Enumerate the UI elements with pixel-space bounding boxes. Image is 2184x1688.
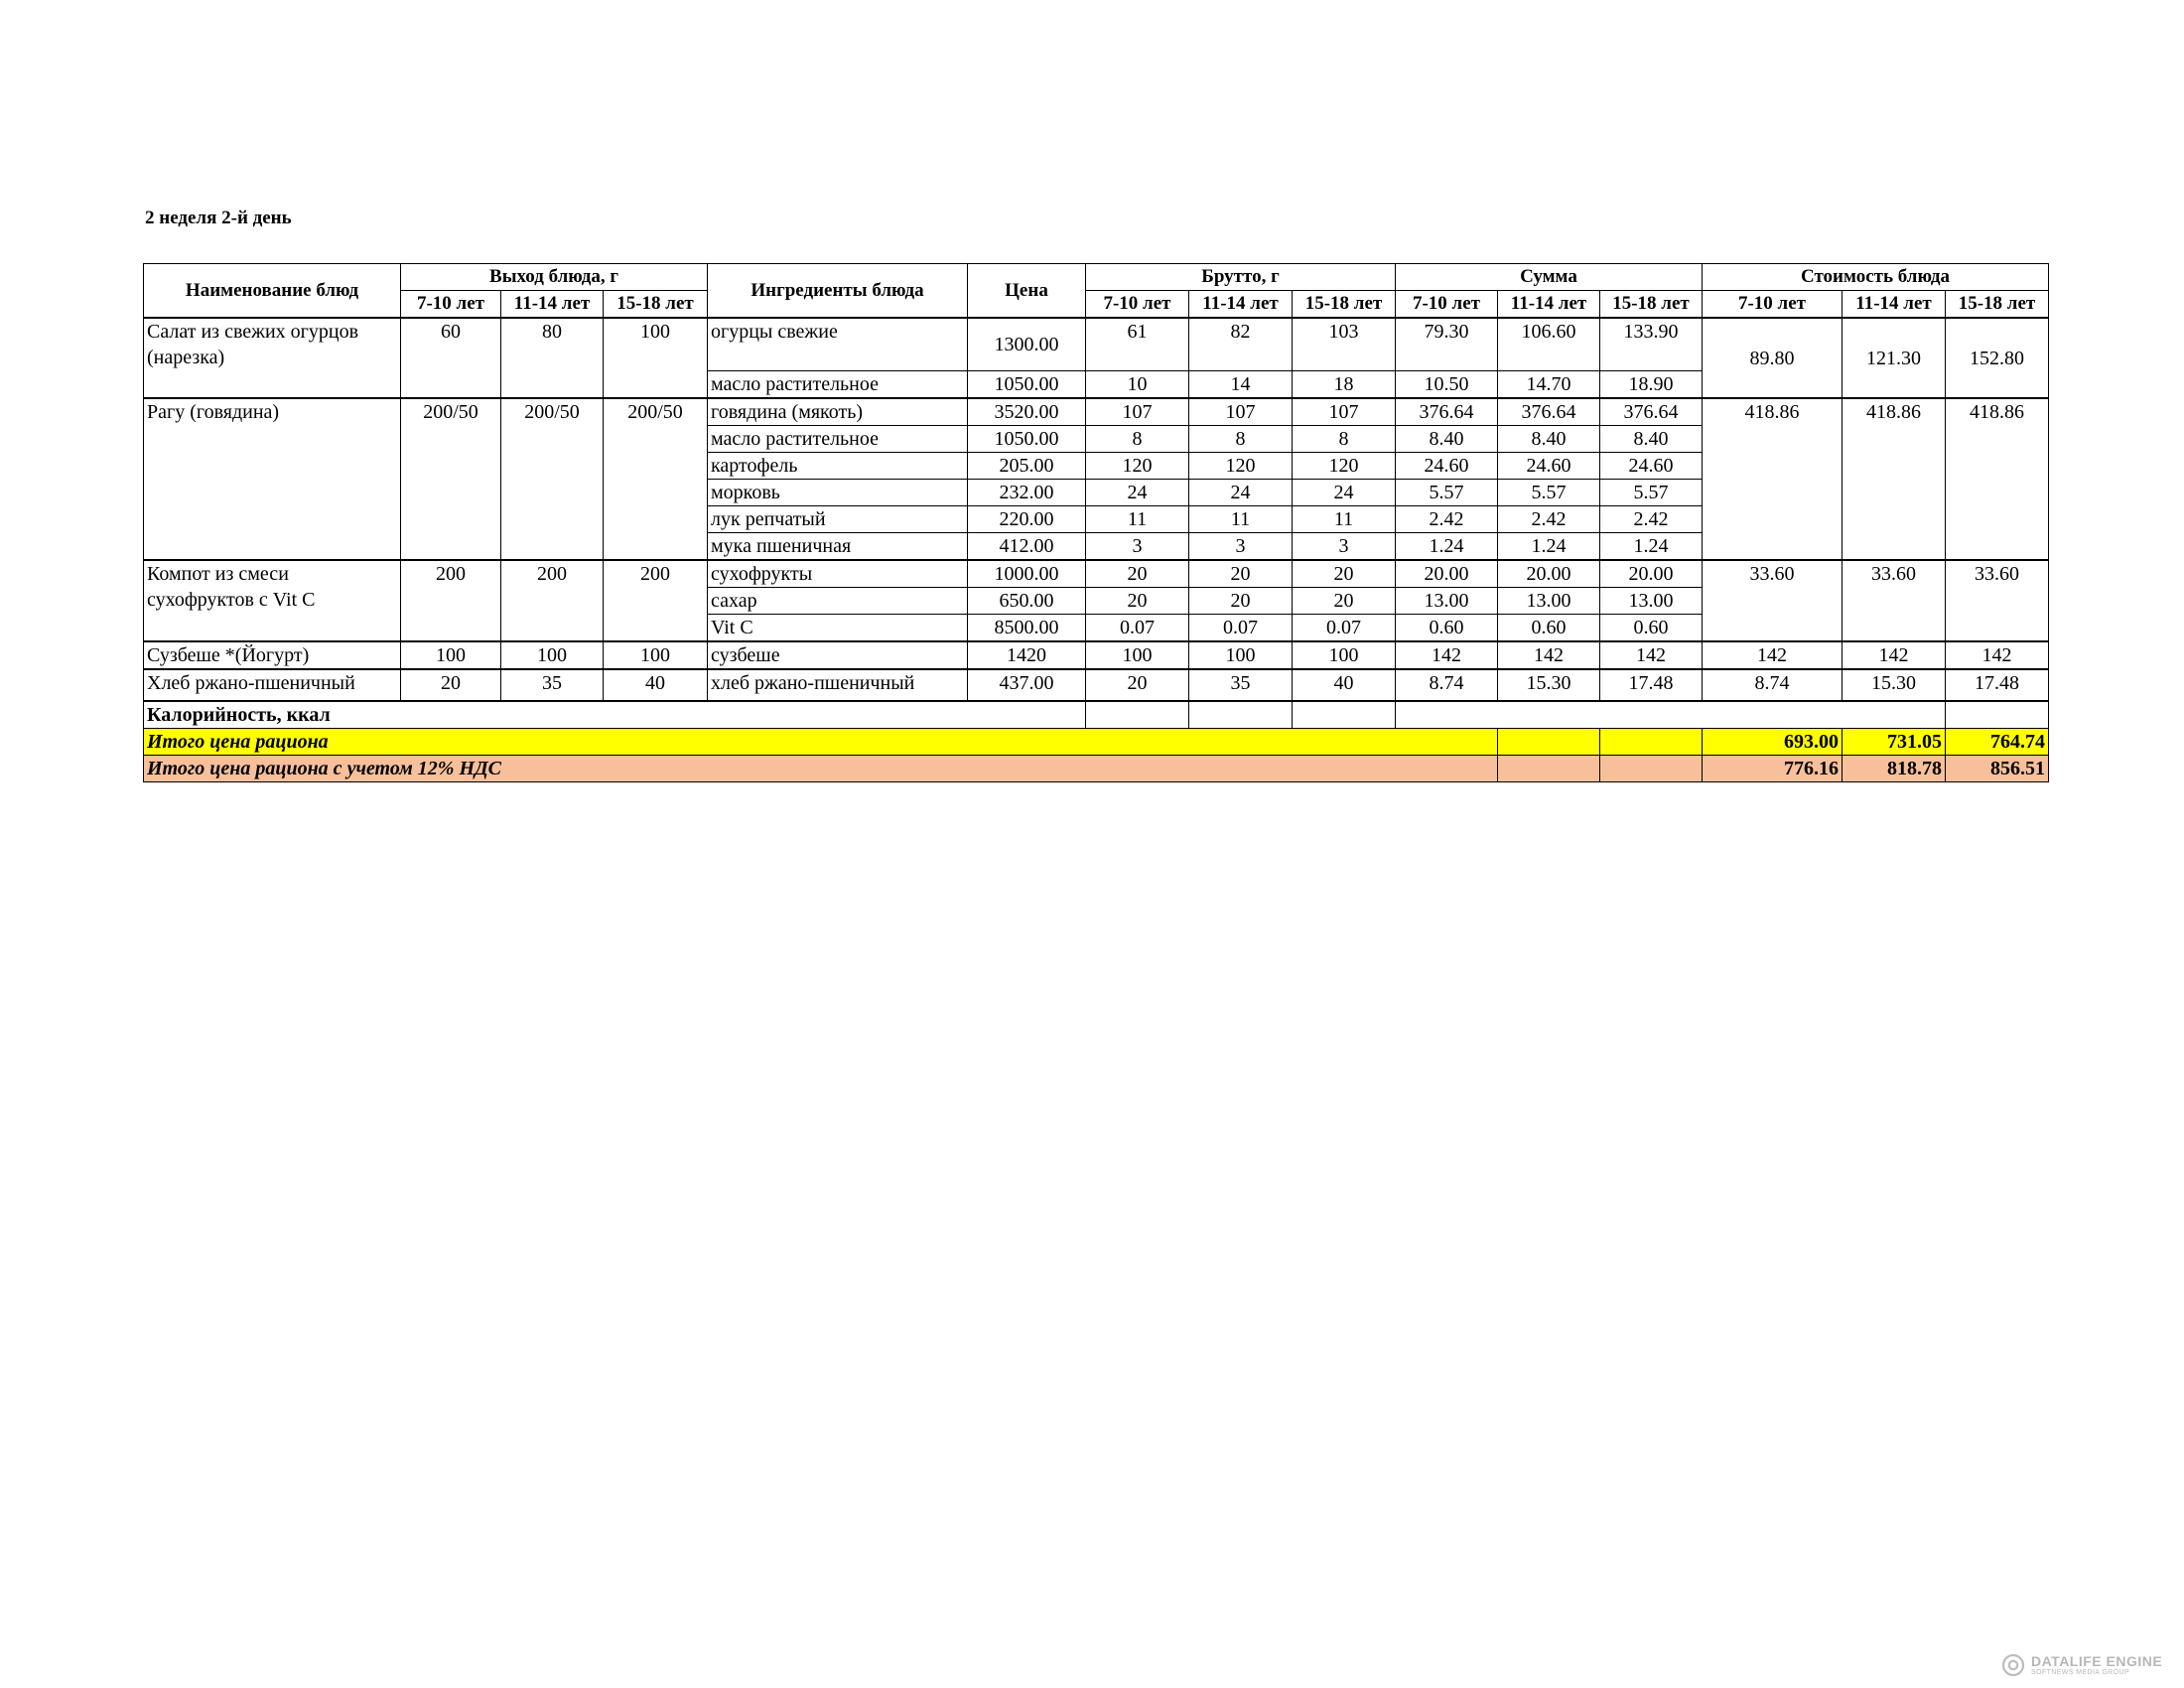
sum-value: 133.90 (1600, 318, 1703, 371)
gross-value: 11 (1086, 506, 1189, 533)
ingredient-name: хлеб ржано-пшеничный (708, 669, 968, 701)
header-age: 15-18 лет (1293, 291, 1396, 319)
total-label: Итого цена рациона (144, 729, 1498, 756)
sum-value: 8.74 (1396, 669, 1498, 701)
gross-value: 3 (1086, 533, 1189, 561)
cost-value: 15.30 (1843, 669, 1946, 701)
sum-value: 8.40 (1498, 426, 1600, 453)
dish-name: Салат из свежих огурцов (нарезка) (144, 318, 401, 398)
gross-value: 100 (1086, 641, 1189, 669)
yield-value: 40 (604, 669, 708, 701)
cost-value: 33.60 (1703, 560, 1843, 641)
cost-value: 418.86 (1703, 398, 1843, 560)
header-age: 7-10 лет (1086, 291, 1189, 319)
sum-value: 13.00 (1498, 588, 1600, 615)
yield-value: 200/50 (401, 398, 501, 560)
gross-value: 14 (1189, 371, 1293, 399)
gross-value: 107 (1086, 398, 1189, 426)
sum-value: 24.60 (1396, 453, 1498, 480)
ingredient-name: масло растительное (708, 426, 968, 453)
gross-value: 20 (1086, 560, 1189, 588)
sum-value: 106.60 (1498, 318, 1600, 371)
ingredient-name: сахар (708, 588, 968, 615)
sum-value: 0.60 (1396, 615, 1498, 642)
sum-value: 13.00 (1600, 588, 1703, 615)
gross-value: 120 (1086, 453, 1189, 480)
ingredient-name: огурцы свежие (708, 318, 968, 371)
sum-value: 15.30 (1498, 669, 1600, 701)
gross-value: 103 (1293, 318, 1396, 371)
vat-total-row (144, 756, 2049, 782)
ingredient-price: 1050.00 (968, 371, 1086, 399)
gross-value: 18 (1293, 371, 1396, 399)
calories-cell (1189, 701, 1293, 729)
ingredient-name: морковь (708, 480, 968, 506)
sum-value: 79.30 (1396, 318, 1498, 371)
ingredient-price: 650.00 (968, 588, 1086, 615)
ingredient-price: 1050.00 (968, 426, 1086, 453)
sum-value: 5.57 (1498, 480, 1600, 506)
gross-value: 10 (1086, 371, 1189, 399)
ingredient-price: 205.00 (968, 453, 1086, 480)
table-row (144, 560, 2049, 588)
header-age: 11-14 лет (1843, 291, 1946, 319)
sum-value: 14.70 (1498, 371, 1600, 399)
ingredient-name: мука пшеничная (708, 533, 968, 561)
calories-label: Калорийность, ккал (144, 701, 1086, 729)
ingredient-price: 220.00 (968, 506, 1086, 533)
sum-value: 142 (1396, 641, 1498, 669)
sum-value: 8.40 (1600, 426, 1703, 453)
datalife-logo-icon (2001, 1653, 2025, 1677)
gross-value: 0.07 (1293, 615, 1396, 642)
sum-value: 20.00 (1396, 560, 1498, 588)
sum-value: 17.48 (1600, 669, 1703, 701)
ingredient-name: говядина (мякоть) (708, 398, 968, 426)
gross-value: 100 (1189, 641, 1293, 669)
vat-total-label: Итого цена рациона с учетом 12% НДС (144, 756, 1498, 782)
cost-value: 142 (1946, 641, 2049, 669)
dish-name: Сузбеше *(Йогурт) (144, 641, 401, 669)
yield-value: 35 (501, 669, 604, 701)
header-age: 7-10 лет (401, 291, 501, 319)
gross-value: 3 (1189, 533, 1293, 561)
ingredient-price: 232.00 (968, 480, 1086, 506)
ingredient-name: сузбеше (708, 641, 968, 669)
header-cost: Стоимость блюда (1703, 264, 2049, 291)
yield-value: 100 (604, 318, 708, 398)
ingredient-price: 437.00 (968, 669, 1086, 701)
yield-value: 100 (501, 641, 604, 669)
ingredient-price: 1300.00 (968, 318, 1086, 371)
sum-value: 142 (1600, 641, 1703, 669)
cost-value: 152.80 (1946, 318, 2049, 398)
dish-name: Компот из смеси сухофруктов с Vit C (144, 560, 401, 641)
gross-value: 82 (1189, 318, 1293, 371)
sum-value: 5.57 (1600, 480, 1703, 506)
gross-value: 8 (1086, 426, 1189, 453)
total-blank (1498, 729, 1600, 756)
dish-name: Рагу (говядина) (144, 398, 401, 560)
gross-value: 0.07 (1086, 615, 1189, 642)
watermark-subtitle: SOFTNEWS MEDIA GROUP (2031, 1668, 2130, 1676)
sum-value: 2.42 (1498, 506, 1600, 533)
cost-value: 142 (1703, 641, 1843, 669)
sum-value: 18.90 (1600, 371, 1703, 399)
gross-value: 107 (1189, 398, 1293, 426)
ingredient-price: 8500.00 (968, 615, 1086, 642)
yield-value: 60 (401, 318, 501, 398)
dish-name: Хлеб ржано-пшеничный (144, 669, 401, 701)
sum-value: 376.64 (1396, 398, 1498, 426)
yield-value: 20 (401, 669, 501, 701)
gross-value: 120 (1189, 453, 1293, 480)
sum-value: 24.60 (1498, 453, 1600, 480)
calories-cell (1086, 701, 1189, 729)
header-price: Цена (968, 264, 1086, 319)
sum-value: 1.24 (1396, 533, 1498, 561)
gross-value: 24 (1086, 480, 1189, 506)
header-age: 11-14 лет (1189, 291, 1293, 319)
gross-value: 11 (1293, 506, 1396, 533)
yield-value: 200 (401, 560, 501, 641)
ingredient-price: 1000.00 (968, 560, 1086, 588)
sum-value: 376.64 (1498, 398, 1600, 426)
gross-value: 24 (1293, 480, 1396, 506)
cost-value: 142 (1843, 641, 1946, 669)
calories-cell (1946, 701, 2049, 729)
gross-value: 8 (1293, 426, 1396, 453)
yield-value: 200 (604, 560, 708, 641)
gross-value: 120 (1293, 453, 1396, 480)
ingredient-name: сухофрукты (708, 560, 968, 588)
cost-value: 33.60 (1946, 560, 2049, 641)
gross-value: 20 (1293, 588, 1396, 615)
sum-value: 0.60 (1498, 615, 1600, 642)
total-row (144, 729, 2049, 756)
gross-value: 107 (1293, 398, 1396, 426)
gross-value: 11 (1189, 506, 1293, 533)
sum-value: 20.00 (1600, 560, 1703, 588)
header-age: 11-14 лет (501, 291, 604, 319)
vat-total-blank (1498, 756, 1600, 782)
yield-value: 200 (501, 560, 604, 641)
yield-value: 200/50 (604, 398, 708, 560)
sum-value: 1.24 (1498, 533, 1600, 561)
header-age: 11-14 лет (1498, 291, 1600, 319)
yield-value: 100 (401, 641, 501, 669)
calories-row (144, 701, 2049, 729)
gross-value: 20 (1086, 669, 1189, 701)
yield-value: 80 (501, 318, 604, 398)
calories-blank (1396, 701, 1946, 729)
gross-value: 40 (1293, 669, 1396, 701)
header-age: 7-10 лет (1396, 291, 1498, 319)
sum-value: 142 (1498, 641, 1600, 669)
sum-value: 2.42 (1396, 506, 1498, 533)
ingredient-price: 1420 (968, 641, 1086, 669)
header-ingredients: Ингредиенты блюда (708, 264, 968, 319)
total-value: 731.05 (1843, 729, 1946, 756)
vat-total-value: 776.16 (1703, 756, 1843, 782)
menu-table (143, 263, 2049, 782)
gross-value: 20 (1189, 588, 1293, 615)
ingredient-price: 3520.00 (968, 398, 1086, 426)
gross-value: 24 (1189, 480, 1293, 506)
sum-value: 10.50 (1396, 371, 1498, 399)
cost-value: 33.60 (1843, 560, 1946, 641)
ingredient-price: 412.00 (968, 533, 1086, 561)
vat-total-blank (1600, 756, 1703, 782)
table-row (144, 669, 2049, 701)
cost-value: 89.80 (1703, 318, 1843, 398)
gross-value: 20 (1189, 560, 1293, 588)
sum-value: 20.00 (1498, 560, 1600, 588)
header-sum: Сумма (1396, 264, 1703, 291)
ingredient-name: Vit C (708, 615, 968, 642)
vat-total-value: 818.78 (1843, 756, 1946, 782)
ingredient-name: картофель (708, 453, 968, 480)
gross-value: 20 (1086, 588, 1189, 615)
calories-cell (1293, 701, 1396, 729)
header-yield: Выход блюда, г (401, 264, 708, 291)
header-age: 15-18 лет (604, 291, 708, 319)
gross-value: 35 (1189, 669, 1293, 701)
sum-value: 1.24 (1600, 533, 1703, 561)
cost-value: 121.30 (1843, 318, 1946, 398)
sum-value: 5.57 (1396, 480, 1498, 506)
header-age: 7-10 лет (1703, 291, 1843, 319)
sum-value: 376.64 (1600, 398, 1703, 426)
gross-value: 3 (1293, 533, 1396, 561)
yield-value: 200/50 (501, 398, 604, 560)
header-age: 15-18 лет (1946, 291, 2049, 319)
ingredient-name: лук репчатый (708, 506, 968, 533)
gross-value: 8 (1189, 426, 1293, 453)
header-age: 15-18 лет (1600, 291, 1703, 319)
table-row (144, 398, 2049, 426)
sum-value: 8.40 (1396, 426, 1498, 453)
table-row (144, 318, 2049, 371)
total-blank (1600, 729, 1703, 756)
total-value: 693.00 (1703, 729, 1843, 756)
yield-value: 100 (604, 641, 708, 669)
total-value: 764.74 (1946, 729, 2049, 756)
cost-value: 8.74 (1703, 669, 1843, 701)
cost-value: 418.86 (1946, 398, 2049, 560)
watermark-title: DATALIFE ENGINE (2031, 1652, 2163, 1669)
vat-total-value: 856.51 (1946, 756, 2049, 782)
watermark (2001, 1653, 2162, 1677)
sum-value: 0.60 (1600, 615, 1703, 642)
sum-value: 2.42 (1600, 506, 1703, 533)
sum-value: 24.60 (1600, 453, 1703, 480)
cost-value: 418.86 (1843, 398, 1946, 560)
gross-value: 20 (1293, 560, 1396, 588)
table-row (144, 641, 2049, 669)
gross-value: 0.07 (1189, 615, 1293, 642)
sum-value: 13.00 (1396, 588, 1498, 615)
header-gross: Брутто, г (1086, 264, 1396, 291)
header-dish-name: Наименование блюд (144, 264, 401, 319)
ingredient-name: масло растительное (708, 371, 968, 399)
gross-value: 61 (1086, 318, 1189, 371)
cost-value: 17.48 (1946, 669, 2049, 701)
gross-value: 100 (1293, 641, 1396, 669)
page-title: 2 неделя 2-й день (145, 208, 292, 228)
